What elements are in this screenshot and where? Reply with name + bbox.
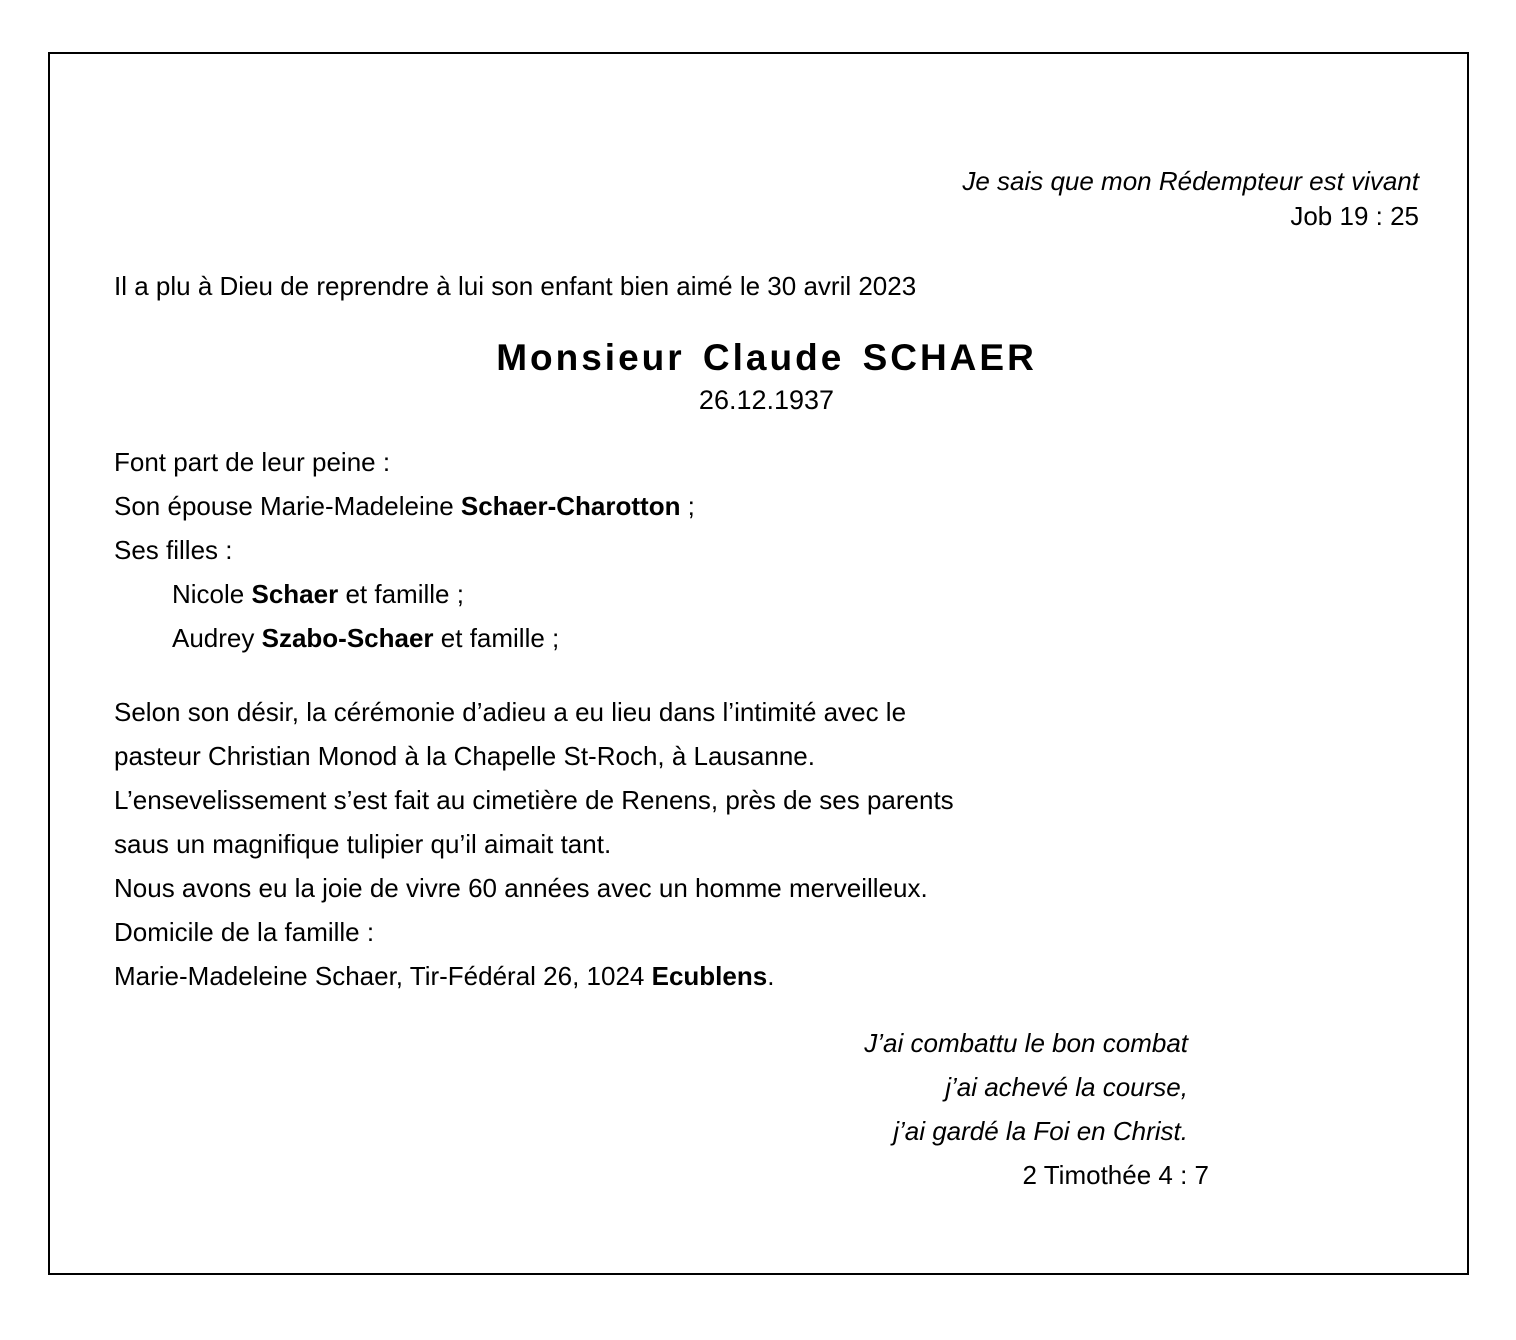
family-section: [114, 440, 1419, 660]
epigraph-reference: Job 19 : 25: [1290, 201, 1419, 231]
spouse-prefix: Son épouse Marie-Madeleine: [114, 491, 461, 521]
address-prefix: Marie-Madeleine Schaer, Tir-Fédéral 26, 1024: [114, 961, 652, 991]
daughter-suffix: et famille ;: [338, 579, 464, 609]
family-address-line: [114, 954, 1419, 998]
daughter-suffix: et famille ;: [433, 623, 560, 653]
closing-line: j’ai achevé la course,: [945, 1072, 1188, 1102]
family-intro: Font part de leur peine :: [114, 447, 391, 477]
closing-line: j’ai gardé la Foi en Christ.: [893, 1116, 1188, 1146]
daughter-name: Schaer: [251, 579, 339, 609]
closing-line: J’ai combattu le bon combat: [864, 1028, 1188, 1058]
epigraph: [114, 164, 1419, 234]
daughter-name: Szabo-Schaer: [261, 623, 434, 653]
daughter-line: [114, 572, 1419, 616]
body-line: Nous avons eu la joie de vivre 60 années avec un homme merveilleux.: [114, 873, 928, 903]
body-line: saus un magnifique tulipier qu’il aimait tant.: [114, 829, 612, 859]
body-line: Domicile de la famille :: [114, 917, 375, 947]
spouse-line: [114, 484, 1419, 528]
ceremony-paragraph: [114, 690, 1419, 998]
daughter-prefix: Nicole: [172, 579, 252, 609]
body-line: Selon son désir, la cérémonie d’adieu a eu lieu dans l’intimité avec le: [114, 697, 907, 727]
death-notice-card: [48, 52, 1469, 1275]
daughter-line: [114, 616, 1419, 660]
spouse-suffix: ;: [680, 491, 695, 521]
address-locality: Ecublens: [651, 961, 768, 991]
closing-quote: [114, 1021, 1419, 1197]
daughter-prefix: Audrey: [172, 623, 262, 653]
daughters-label: Ses filles :: [114, 535, 233, 565]
body-line: L’ensevelissement s’est fait au cimetière de Renens, près de ses parents: [114, 785, 954, 815]
epigraph-quote: Je sais que mon Rédempteur est vivant: [962, 166, 1419, 196]
deceased-birth-date: 26.12.1937: [698, 385, 835, 415]
closing-reference: 2 Timothée 4 : 7: [1022, 1160, 1209, 1190]
deceased-name: Monsieur Claude SCHAER: [496, 337, 1037, 378]
address-suffix: .: [767, 961, 775, 991]
announcement-line: Il a plu à Dieu de reprendre à lui son enfant bien aimé le 30 avril 2023: [114, 271, 917, 301]
body-line: pasteur Christian Monod à la Chapelle St-Roch, à Lausanne.: [114, 741, 815, 771]
spouse-name: Schaer-Charotton: [460, 491, 681, 521]
